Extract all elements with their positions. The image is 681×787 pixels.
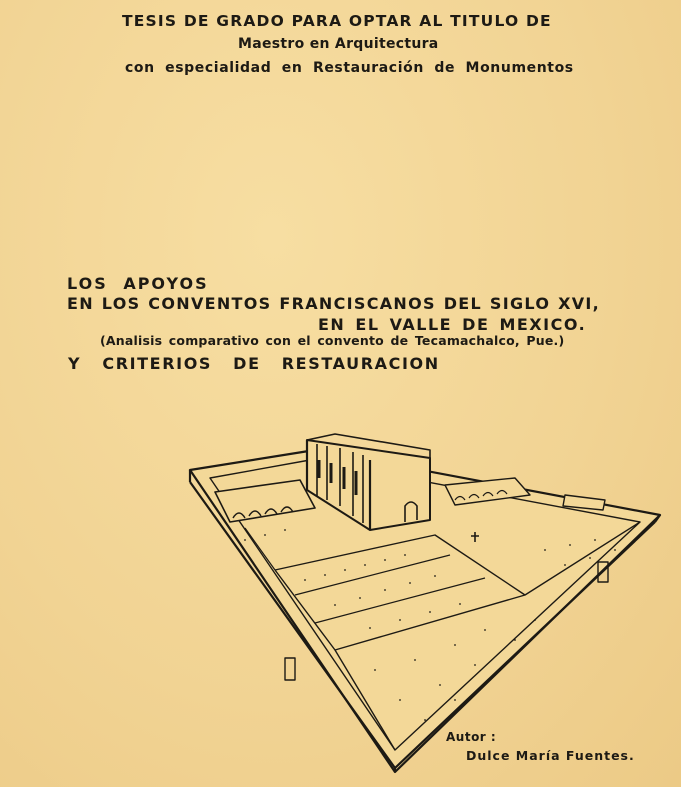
author-label: Autor : bbox=[446, 730, 497, 744]
header-line-degree: TESIS DE GRADO PARA OPTAR AL TITULO DE bbox=[122, 12, 552, 30]
title-line-2: EN LOS CONVENTOS FRANCISCANOS DEL SIGLO XVI, bbox=[67, 294, 601, 313]
title-line-4: Y CRITERIOS DE RESTAURACION bbox=[68, 354, 440, 373]
title-line-3: EN EL VALLE DE MEXICO. bbox=[318, 315, 587, 334]
author-name: Dulce María Fuentes. bbox=[466, 748, 635, 763]
convent-illustration bbox=[185, 430, 665, 775]
title-line-1: LOS APOYOS bbox=[67, 274, 209, 293]
header-line-master: Maestro en Arquitectura bbox=[238, 36, 439, 52]
header-line-specialty: con especialidad en Restauración de Monumentos bbox=[125, 60, 574, 76]
title-subtitle: (Analisis comparativo con el convento de Tecamachalco, Pue.) bbox=[100, 333, 565, 348]
